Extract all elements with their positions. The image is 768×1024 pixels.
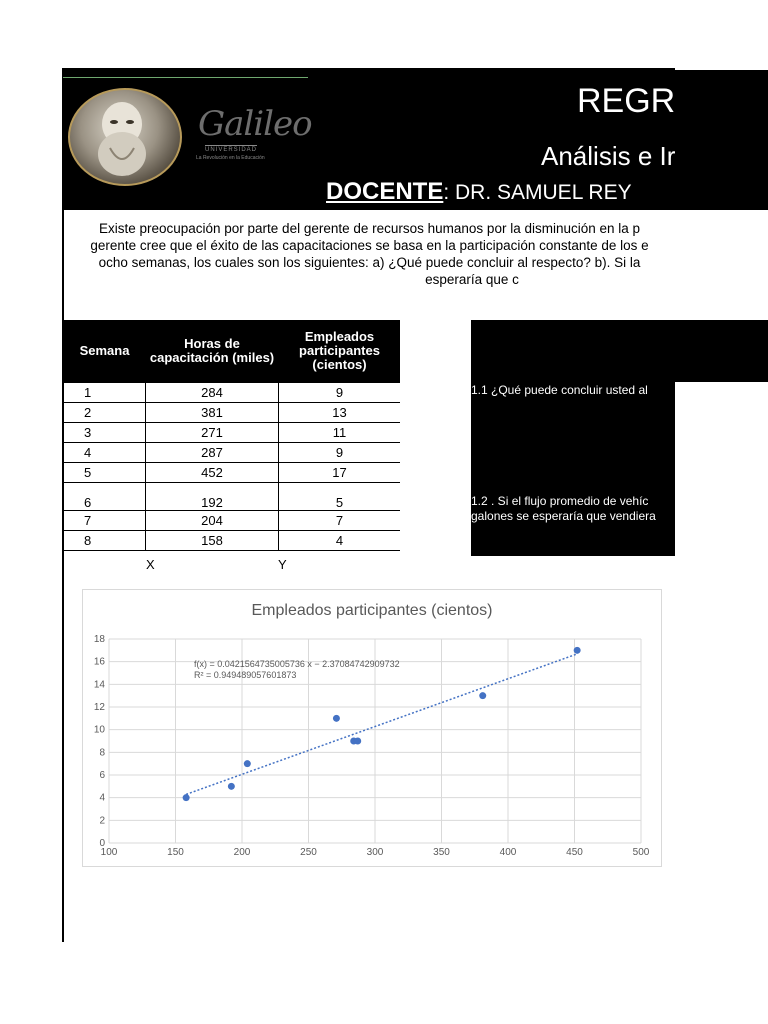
- cell-horas[interactable]: 452: [146, 463, 279, 483]
- galileo-portrait-image: [68, 88, 182, 186]
- cell-empleados[interactable]: 9: [279, 383, 401, 403]
- cell-semana[interactable]: 1: [64, 383, 146, 403]
- cell-empleados[interactable]: 11: [279, 423, 401, 443]
- cell-horas[interactable]: 271: [146, 423, 279, 443]
- cell-semana[interactable]: 5: [64, 463, 146, 483]
- problem-line: Existe preocupación por parte del gerente de recursos humanos por la disminución en la p: [98, 221, 641, 236]
- x-tick-label: 250: [300, 847, 317, 858]
- table-row: [64, 443, 401, 463]
- x-tick-label: 150: [167, 847, 184, 858]
- table-row: [64, 511, 401, 531]
- cell-empleados[interactable]: 9: [279, 443, 401, 463]
- logo-tagline: La Revolución en la Educación: [196, 155, 265, 161]
- table-header-row: [64, 320, 401, 383]
- x-tick-label: 200: [233, 847, 251, 858]
- cell-semana[interactable]: 4: [64, 443, 146, 463]
- y-tick-label: 4: [99, 792, 105, 804]
- cell-semana[interactable]: 8: [64, 531, 146, 551]
- y-tick-label: 6: [99, 770, 105, 781]
- cell-horas[interactable]: 158: [146, 531, 279, 551]
- x-tick-label: 400: [499, 847, 517, 858]
- cell-horas[interactable]: 287: [146, 443, 279, 463]
- data-point: [333, 715, 340, 722]
- y-tick-label: 18: [93, 634, 105, 645]
- cell-horas[interactable]: 204: [146, 511, 279, 531]
- problem-line: gerente cree que el éxito de las capacitaciones se basa en la participación constante de los e: [90, 238, 649, 253]
- cell-semana[interactable]: 3: [64, 423, 146, 443]
- table-row: [64, 531, 401, 551]
- cell-semana[interactable]: 7: [64, 511, 146, 531]
- problem-statement: [64, 220, 675, 288]
- trendline-r2: R² = 0.949489057601873: [194, 670, 297, 680]
- page-subtitle: Análisis e Ir: [541, 141, 676, 171]
- page-title: REGR: [577, 82, 676, 120]
- data-point: [228, 783, 235, 790]
- cell-horas[interactable]: 381: [146, 403, 279, 423]
- problem-line: esperaría que c: [425, 272, 519, 287]
- docente-label: DOCENTE: [326, 178, 444, 205]
- question-panel-gap: [400, 320, 471, 556]
- x-tick-label: 450: [566, 847, 583, 858]
- docente-line: [326, 178, 632, 206]
- table-row: [64, 383, 401, 403]
- y-tick-label: 12: [93, 702, 105, 713]
- y-tick-label: 14: [93, 679, 105, 691]
- cell-empleados[interactable]: 13: [279, 403, 401, 423]
- cell-empleados[interactable]: 4: [279, 531, 401, 551]
- header-horas: [146, 320, 279, 383]
- y-variable-label: Y: [278, 557, 287, 572]
- header-empleados: [279, 320, 401, 383]
- question-panel-extension: [675, 320, 768, 382]
- cell-empleados[interactable]: 17: [279, 463, 401, 483]
- data-point: [479, 692, 486, 699]
- scatter-chart[interactable]: [82, 589, 662, 867]
- data-point: [183, 794, 190, 801]
- data-point: [354, 738, 361, 745]
- data-point: [244, 760, 251, 767]
- y-tick-label: 10: [93, 724, 105, 736]
- chart-plot-area: [83, 590, 661, 866]
- question-2-line-1: 1.2 . Si el flujo promedio de vehíc: [471, 494, 649, 508]
- x-tick-label: 500: [632, 847, 650, 858]
- question-panel: [471, 320, 675, 556]
- logo-wordmark: Galileo: [198, 104, 312, 144]
- data-table: [63, 320, 401, 551]
- y-tick-label: 8: [99, 747, 105, 759]
- header-horas-text: Horas de capacitación (miles): [149, 336, 275, 365]
- table-row: [64, 463, 401, 483]
- x-tick-label: 100: [100, 847, 118, 858]
- cell-horas[interactable]: 192: [146, 483, 279, 511]
- header-top-rule: [63, 77, 308, 78]
- y-tick-label: 0: [99, 838, 105, 849]
- y-tick-label: 2: [99, 815, 105, 827]
- chart-title: Empleados participantes (cientos): [251, 602, 493, 619]
- header-semana: Semana: [64, 320, 146, 383]
- cell-semana[interactable]: 2: [64, 403, 146, 423]
- question-1: 1.1 ¿Qué puede concluir usted al: [471, 383, 648, 397]
- logo-subtitle: UNIVERSIDAD: [205, 147, 258, 153]
- cell-empleados[interactable]: 5: [279, 483, 401, 511]
- header-banner-extension: [675, 70, 768, 210]
- header-empleados-text: Empleados participantes (cientos): [299, 329, 380, 372]
- table-row: [64, 403, 401, 423]
- x-tick-label: 350: [433, 847, 450, 858]
- y-tick-label: 16: [93, 656, 105, 668]
- docente-name: : DR. SAMUEL REY: [443, 181, 632, 204]
- problem-line: ocho semanas, los cuales son los siguientes: a) ¿Qué puede concluir al respecto? b). Si la: [98, 255, 641, 270]
- table-row: [64, 423, 401, 443]
- question-2-line-2: galones se esperaría que vendiera: [471, 509, 656, 523]
- cell-horas[interactable]: 284: [146, 383, 279, 403]
- trendline-equation: f(x) = 0.0421564735005736 x − 2.37084742909732: [194, 659, 400, 669]
- cell-semana[interactable]: 6: [64, 483, 146, 511]
- portrait-icon: [70, 90, 180, 184]
- x-variable-label: X: [146, 557, 155, 572]
- data-point: [574, 647, 581, 654]
- x-tick-label: 300: [366, 847, 384, 858]
- cell-empleados[interactable]: 7: [279, 511, 401, 531]
- table-row: [64, 483, 401, 511]
